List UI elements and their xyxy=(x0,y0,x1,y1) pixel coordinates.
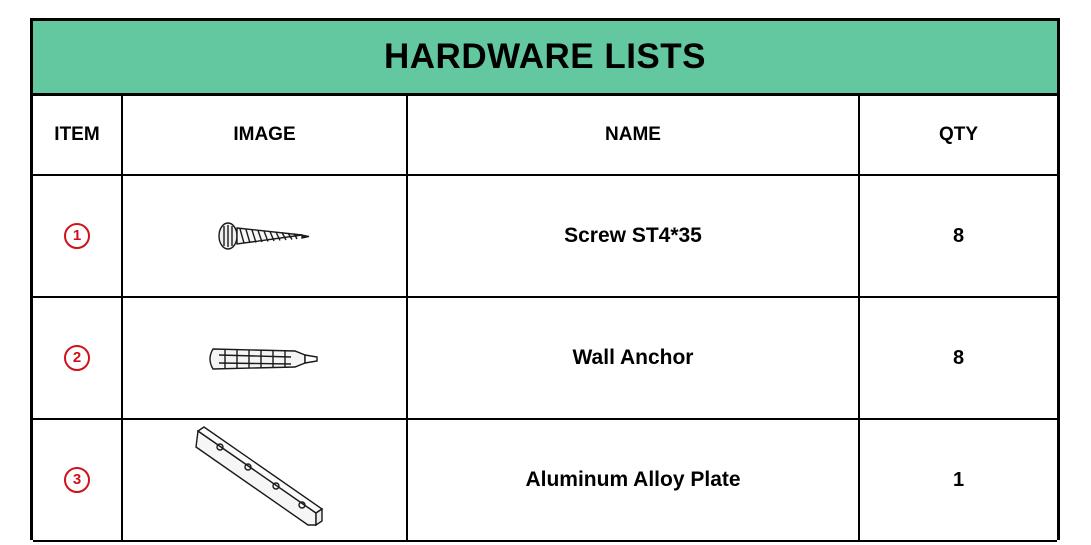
item-number-badge: 2 xyxy=(64,345,90,371)
item-image-cell xyxy=(122,297,407,419)
column-header-image: IMAGE xyxy=(122,96,407,175)
column-header-item: ITEM xyxy=(33,96,122,175)
aluminum-alloy-plate-icon xyxy=(124,425,405,535)
item-image-cell xyxy=(122,419,407,541)
table-row xyxy=(33,175,1057,297)
item-name: Screw ST4*35 xyxy=(407,175,859,297)
item-qty: 1 xyxy=(859,419,1057,541)
hardware-table xyxy=(33,96,1057,542)
item-image-cell xyxy=(122,175,407,297)
item-number-cell xyxy=(33,175,122,297)
item-number-cell xyxy=(33,297,122,419)
column-header-qty: QTY xyxy=(859,96,1057,175)
screw-icon xyxy=(124,209,405,263)
item-number-badge: 1 xyxy=(64,223,90,249)
hardware-list-sheet xyxy=(30,18,1060,540)
table-row xyxy=(33,419,1057,541)
title-bar xyxy=(33,21,1057,96)
column-header-name: NAME xyxy=(407,96,859,175)
wall-anchor-icon xyxy=(124,331,405,385)
table-header-row xyxy=(33,96,1057,175)
item-number-badge: 3 xyxy=(64,467,90,493)
table-row xyxy=(33,297,1057,419)
page-title: HARDWARE LISTS xyxy=(384,37,706,76)
item-name: Wall Anchor xyxy=(407,297,859,419)
item-qty: 8 xyxy=(859,175,1057,297)
item-qty: 8 xyxy=(859,297,1057,419)
item-name: Aluminum Alloy Plate xyxy=(407,419,859,541)
item-number-cell xyxy=(33,419,122,541)
